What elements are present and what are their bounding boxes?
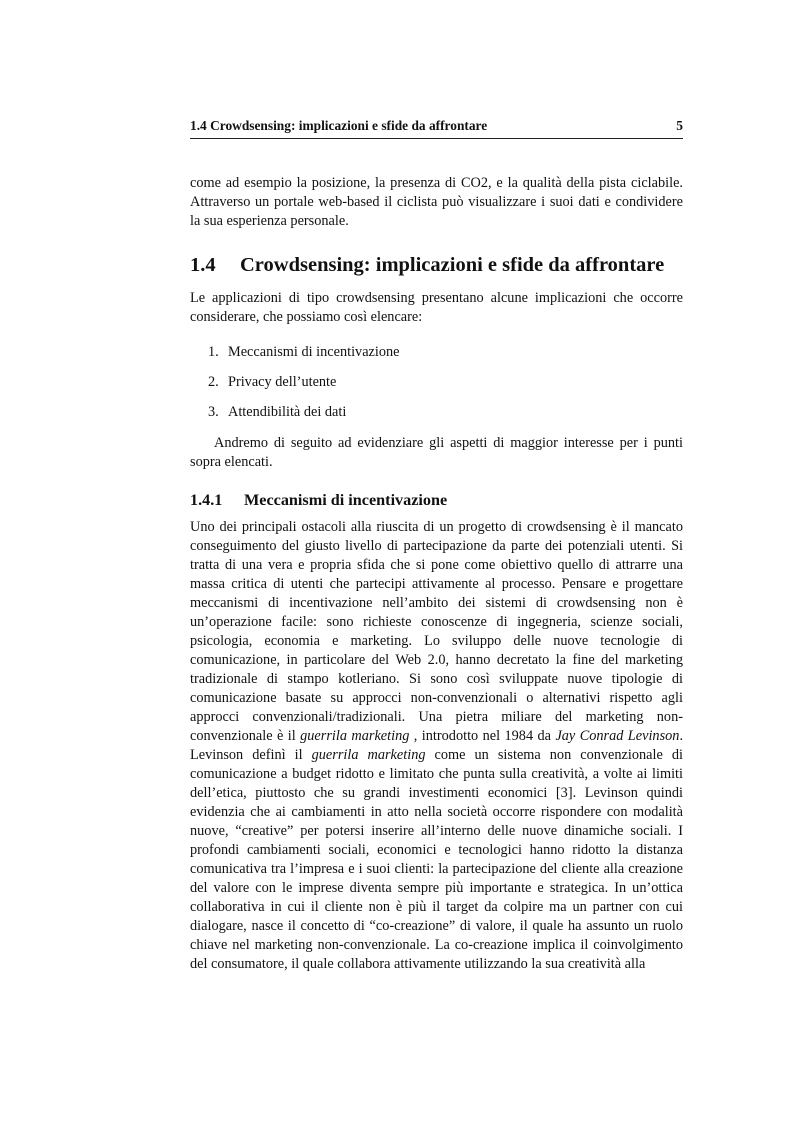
header-section-title: 1.4 Crowdsensing: implicazioni e sfide da affrontare bbox=[190, 118, 488, 133]
subsection-number: 1.4.1 bbox=[190, 491, 223, 509]
implications-list bbox=[190, 343, 683, 422]
section-lead-paragraph: Le applicazioni di tipo crowdsensing presentano alcune implicazioni che occorre considerare, che possiamo così elencare: bbox=[190, 290, 683, 325]
emphasis-author: Jay Conrad Levinson bbox=[555, 728, 680, 744]
intro-paragraph: come ad esempio la posizione, la presenza di CO2, e la qualità della pista ciclabile. Attraverso un portale web-based il ciclista può visualizzare i suoi dati e condividere la sua esperienza personale. bbox=[190, 175, 683, 229]
emphasis-term: guerrila marketing bbox=[300, 728, 410, 744]
list-item-number: 2. bbox=[208, 374, 219, 390]
subsection-heading bbox=[190, 491, 683, 510]
list-item-text: Meccanismi di incentivazione bbox=[228, 344, 400, 360]
page-number: 5 bbox=[676, 118, 683, 133]
subsection-paragraph bbox=[190, 518, 683, 974]
section-number: 1.4 bbox=[190, 254, 216, 276]
subsection-title: Meccanismi di incentivazione bbox=[244, 491, 448, 509]
list-item bbox=[208, 343, 683, 362]
document-page bbox=[190, 118, 683, 974]
paragraph-text: Uno dei principali ostacoli alla riuscita di un progetto di crowdsensing è il mancato conseguimento del giusto livello di partecipazione da parte dei potenziali utenti. Si tratta di una vera e propria sfida che si pone come obiettivo quello di attrarre una massa critica di utenti che partecipi attivamente al processo. Pensare e progettare meccanismi di incentivazione nell’ambito dei sistemi di crowdsensing non è un’operazione facile: sono richieste conoscenze di ingegneria, scienze sociali, psicologia, economia e marketing. Lo sviluppo delle nuove tecnologie di comunicazione, in particolare del Web 2.0, hanno decretato la fine del marketing tradizionale di stampo kotleriano. Si sono così sviluppate nuove tipologie di comunicazione basate su approcci non-convenzionali o alternativi rispetto agli approcci convenzionali/tradizionali. Una pietra miliare del marketing non-convenzionale è il bbox=[190, 519, 683, 744]
paragraph-text: , introdotto nel 1984 da bbox=[409, 728, 556, 744]
list-item bbox=[208, 373, 683, 392]
list-item-text: Privacy dell’utente bbox=[228, 374, 337, 390]
list-item-text: Attendibilità dei dati bbox=[228, 404, 347, 420]
list-item-number: 1. bbox=[208, 344, 219, 360]
section-heading bbox=[190, 253, 683, 277]
after-list-paragraph: Andremo di seguito ad evidenziare gli aspetti di maggior interesse per i punti sopra elencati. bbox=[190, 435, 683, 470]
paragraph-text: . Levinson definì il bbox=[190, 728, 684, 763]
section-title: Crowdsensing: implicazioni e sfide da affrontare bbox=[240, 254, 665, 276]
running-header bbox=[190, 118, 683, 139]
list-item-number: 3. bbox=[208, 404, 219, 420]
emphasis-term: guerrila marketing bbox=[311, 747, 426, 763]
paragraph-text: come un sistema non convenzionale di comunicazione a budget ridotto e limitato che punta sulla creatività, a volte ai limiti dell’etica, piuttosto che su grandi investimenti economici [3]. Levinson quindi evidenzia che ai cambiamenti in atto nella società occorre rispondere con modalità nuove, “creative” per potersi inserire all’interno delle nuove dinamiche sociali. I profondi cambiamenti sociali, economici e tecnologici hanno ridotto la distanza comunicativa tra l’impresa e i suoi clienti: la partecipazione del cliente alla creazione del valore con le imprese diventa sempre più importante e strategica. In un’ottica collaborativa in cui il cliente non è più il target da colpire ma un partner con cui dialogare, nasce il concetto di “co-creazione” di valore, il quale ha assunto un ruolo chiave nel marketing non-convenzionale. La co-creazione implica il coinvolgimento del consumatore, il quale collabora attivamente utilizzando la sua creatività alla bbox=[190, 747, 683, 972]
list-item bbox=[208, 403, 683, 422]
